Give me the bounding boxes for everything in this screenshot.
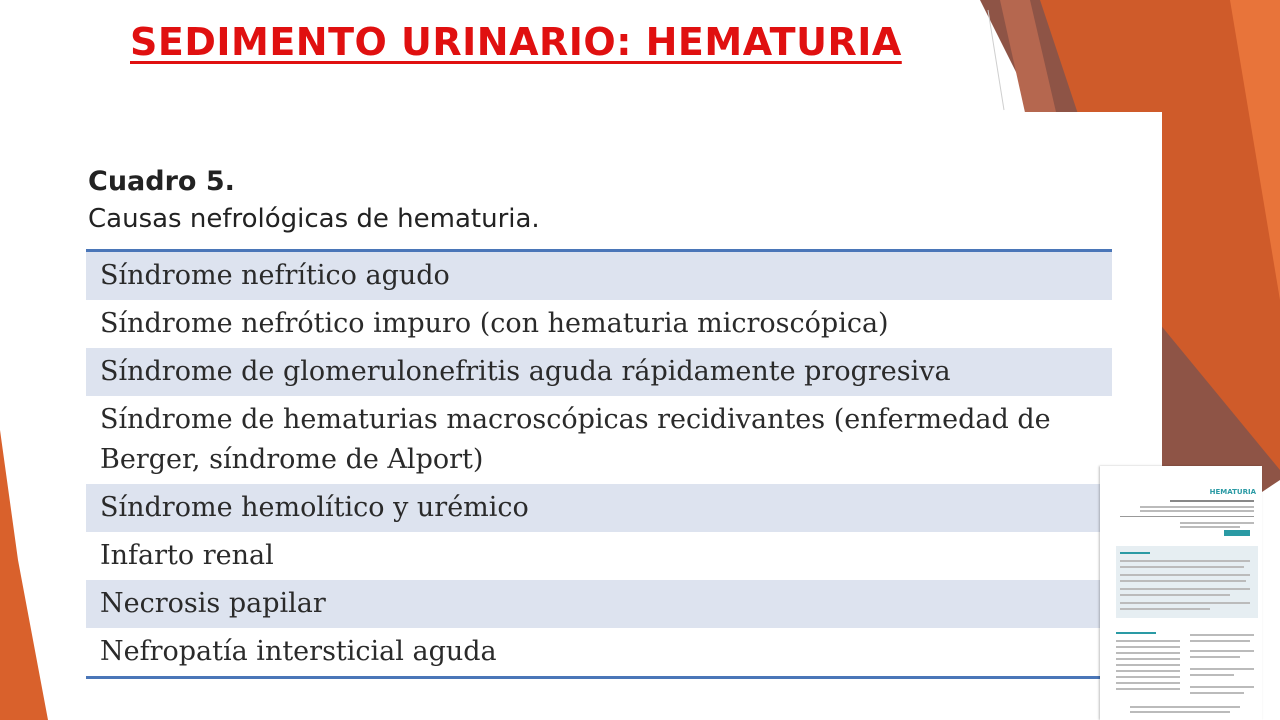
thumbnail-text-line (1116, 652, 1180, 654)
thumbnail-text-line (1120, 552, 1150, 554)
table-caption: Causas nefrológicas de hematuria. (88, 204, 540, 234)
thumbnail-text-line (1116, 664, 1180, 666)
table-row: Síndrome de glomerulonefritis aguda rápidamente progresiva (86, 348, 1112, 396)
thumbnail-text-line (1190, 668, 1254, 670)
thumbnail-text-line (1180, 522, 1254, 524)
thumbnail-text-line (1170, 500, 1254, 502)
thumbnail-text-line (1190, 650, 1254, 652)
table-number: Cuadro 5. (88, 166, 235, 197)
thumbnail-text-line (1140, 510, 1254, 512)
table-row: Síndrome de hematurias macroscópicas recidivantes (enfermedad de Berger, síndrome de Alport) (100, 404, 1051, 475)
article-thumbnail (1100, 466, 1262, 720)
thumbnail-text-line (1120, 574, 1250, 576)
left-orange-facet (0, 430, 48, 720)
table-row: Síndrome nefrótico impuro (con hematuria microscópica) (100, 308, 889, 339)
thumbnail-text-line (1190, 674, 1234, 676)
thumbnail-logo (1224, 530, 1250, 536)
thumbnail-text-line (1190, 640, 1250, 642)
thumbnail-text-line (1120, 602, 1250, 604)
thumbnail-text-line (1116, 632, 1156, 634)
causes-table (86, 249, 1112, 679)
table-row: Necrosis papilar (86, 580, 1112, 628)
thumbnail-text-line (1116, 682, 1180, 684)
thumbnail-text-line (1190, 634, 1254, 636)
thumbnail-text-line (1116, 640, 1180, 642)
thumbnail-text-line (1190, 656, 1240, 658)
thumbnail-text-line (1190, 692, 1244, 694)
thumbnail-text-line (1130, 711, 1230, 713)
thumbnail-text-line (1116, 646, 1180, 648)
thumbnail-text-line (1190, 686, 1254, 688)
thumbnail-text-line (1116, 658, 1180, 660)
table-row: Síndrome nefrítico agudo (86, 252, 1112, 300)
thumbnail-text-line (1116, 688, 1180, 690)
table-row: Nefropatía intersticial aguda (100, 636, 497, 667)
table-row: Infarto renal (100, 540, 274, 571)
thumbnail-text-line (1120, 588, 1250, 590)
table-figure (66, 112, 1162, 720)
thumbnail-text-line (1116, 670, 1180, 672)
thumbnail-title: HEMATURIA (1209, 488, 1256, 496)
thumbnail-text-line (1120, 566, 1244, 568)
thumbnail-text-line (1130, 706, 1240, 708)
table-row: Síndrome hemolítico y urémico (86, 484, 1112, 532)
thumbnail-divider (1120, 516, 1254, 517)
thumbnail-text-line (1180, 526, 1240, 528)
thumbnail-text-line (1116, 676, 1180, 678)
thumbnail-text-line (1120, 608, 1210, 610)
thumbnail-text-line (1120, 580, 1246, 582)
thumbnail-text-line (1120, 594, 1230, 596)
thumbnail-text-line (1140, 506, 1254, 508)
slide-title: SEDIMENTO URINARIO: HEMATURIA (130, 20, 902, 64)
thumbnail-text-line (1120, 560, 1250, 562)
